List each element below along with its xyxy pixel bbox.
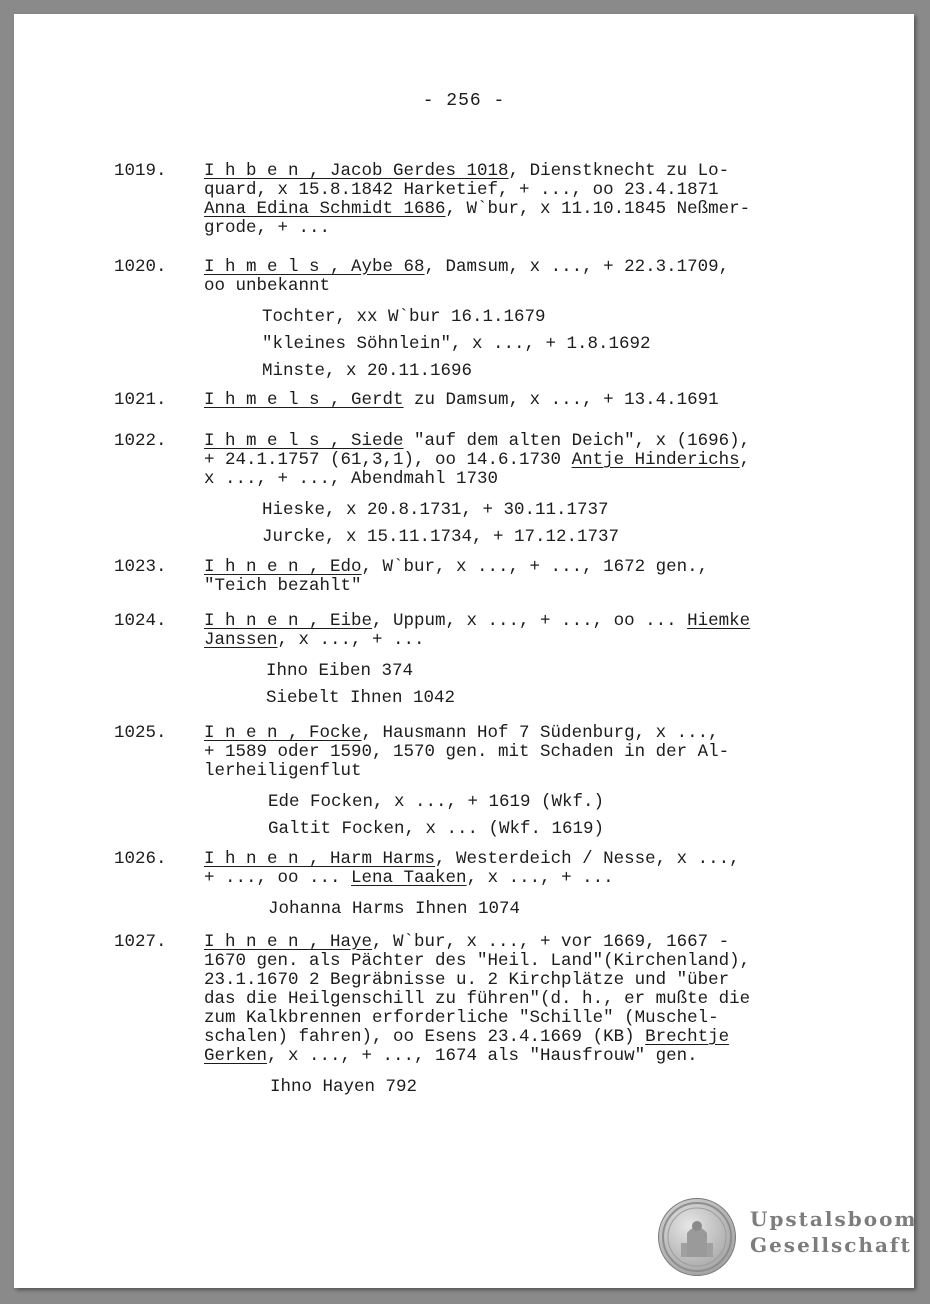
underlined-name: I h m e l s , Siede xyxy=(204,431,404,451)
entry-number: 1020. xyxy=(114,257,167,277)
entry-text: , Dienstknecht zu Lo- xyxy=(508,161,730,181)
entry-text: , x ..., + ..., 1674 als "Hausfrouw" gen. xyxy=(267,1046,698,1066)
entry-number: 1024. xyxy=(114,611,167,631)
entry-text: , W`bur, x 11.10.1845 Neßmer- xyxy=(445,199,751,219)
entry-text: , Westerdeich / Nesse, x ..., xyxy=(435,849,740,869)
entry-line xyxy=(204,990,750,1009)
entry-number: 1021. xyxy=(114,390,167,410)
entry-text: 1670 gen. als Pächter des "Heil. Land"(Kirchenland), xyxy=(204,951,751,971)
child-entry: Galtit Focken, x ... (Wkf. 1619) xyxy=(268,819,605,839)
org-name xyxy=(750,1206,918,1258)
underlined-name: I h n e n , Harm Harms xyxy=(204,849,436,869)
child-entry: Siebelt Ihnen 1042 xyxy=(266,688,456,708)
entry-number: 1023. xyxy=(114,557,167,577)
underlined-name: I h m e l s , Gerdt xyxy=(204,390,404,410)
entry-text: + 1589 oder 1590, 1570 gen. mit Schaden in der Al- xyxy=(204,742,730,762)
seal-icon xyxy=(658,1198,736,1276)
entry-line xyxy=(204,612,750,631)
entry-line xyxy=(204,743,729,762)
entry-text: , W`bur, x ..., + ..., 1672 gen., xyxy=(361,557,709,577)
entry-text: das die Heilgenschill zu führen"(d. h., er mußte die xyxy=(204,989,751,1009)
entry-text: + 24.1.1757 (61,3,1), oo 14.6.1730 xyxy=(204,450,572,470)
entry-text: "Teich bezahlt" xyxy=(204,576,362,596)
underlined-name: I h n e n , Haye xyxy=(204,932,373,952)
entry-text: , xyxy=(739,450,751,470)
child-entry: Ihno Eiben 374 xyxy=(266,661,414,681)
entry-line xyxy=(204,762,362,781)
entry-text: , x ..., + ... xyxy=(466,868,614,888)
document-page xyxy=(14,14,918,1288)
underlined-name: Antje Hinderichs xyxy=(571,450,740,470)
child-entry: Minste, x 20.11.1696 xyxy=(262,361,473,381)
underlined-name: Lena Taaken xyxy=(351,868,467,888)
child-entry: Hieske, x 20.8.1731, + 30.11.1737 xyxy=(262,500,609,520)
entry-text: quard, x 15.8.1842 Harketief, + ..., oo 23.4.1871 xyxy=(204,180,719,200)
org-name-line1: Upstalsboom xyxy=(750,1207,918,1231)
underlined-name: Brechtje xyxy=(645,1027,730,1047)
underlined-name: Anna Edina Schmidt 1686 xyxy=(204,199,446,219)
entry-text: , Damsum, x ..., + 22.3.1709, xyxy=(424,257,730,277)
entry-number: 1022. xyxy=(114,431,167,451)
entry-text: , W`bur, x ..., + vor 1669, 1667 - xyxy=(372,932,730,952)
underlined-name: I h b e n , Jacob Gerdes 1018 xyxy=(204,161,509,181)
underlined-name: I h n e n , Edo xyxy=(204,557,362,577)
entry-line xyxy=(204,869,614,888)
entry-number: 1025. xyxy=(114,723,167,743)
entry-text: + ..., oo ... xyxy=(204,868,352,888)
entry-text: zu Damsum, x ..., + 13.4.1691 xyxy=(403,390,719,410)
entry-line xyxy=(204,724,719,743)
entry-number: 1026. xyxy=(114,849,167,869)
child-entry: Ihno Hayen 792 xyxy=(270,1077,418,1097)
entry-text: lerheiligenflut xyxy=(204,761,362,781)
child-entry: Jurcke, x 15.11.1734, + 17.12.1737 xyxy=(262,527,620,547)
entry-line xyxy=(204,558,708,577)
child-entry: "kleines Söhnlein", x ..., + 1.8.1692 xyxy=(262,334,651,354)
underlined-name: I h m e l s , Aybe 68 xyxy=(204,257,425,277)
entry-line xyxy=(204,258,729,277)
entry-line xyxy=(204,971,729,990)
underlined-name: I n e n , Focke xyxy=(204,723,362,743)
entry-line xyxy=(204,933,729,952)
entry-line xyxy=(204,451,750,470)
entry-line xyxy=(204,631,425,650)
entry-text: 23.1.1670 2 Begräbnisse u. 2 Kirchplätze und "über xyxy=(204,970,730,990)
entry-text: grode, + ... xyxy=(204,218,331,238)
entry-line xyxy=(204,1009,719,1028)
entry-line xyxy=(204,181,719,200)
entry-text: , x ..., + ... xyxy=(277,630,425,650)
entry-line xyxy=(204,850,740,869)
underlined-name: I h n e n , Eibe xyxy=(204,611,373,631)
entry-text: oo unbekannt xyxy=(204,276,331,296)
underlined-name: Hiemke xyxy=(687,611,751,631)
entry-line xyxy=(204,200,750,219)
underlined-name: Gerken xyxy=(204,1046,268,1066)
entry-text: , Uppum, x ..., + ..., oo ... xyxy=(372,611,688,631)
child-entry: Tochter, xx W`bur 16.1.1679 xyxy=(262,307,546,327)
entry-line xyxy=(204,277,330,296)
child-entry: Johanna Harms Ihnen 1074 xyxy=(268,899,521,919)
publisher-logo xyxy=(658,1198,918,1278)
entry-line xyxy=(204,952,750,971)
entry-line xyxy=(204,1047,698,1066)
page-number: - 256 - xyxy=(422,91,506,111)
entry-line xyxy=(204,1028,729,1047)
entry-line xyxy=(204,162,729,181)
entry-text: zum Kalkbrennen erforderliche "Schille" (Muschel- xyxy=(204,1008,719,1028)
entry-line xyxy=(204,432,750,451)
underlined-name: Janssen xyxy=(204,630,278,650)
entry-line xyxy=(204,577,362,596)
entry-text: "auf dem alten Deich", x (1696), xyxy=(403,431,751,451)
org-name-line2: Gesellschaft xyxy=(750,1233,912,1257)
entry-text: , Hausmann Hof 7 Südenburg, x ..., xyxy=(361,723,719,743)
entry-text: x ..., + ..., Abendmahl 1730 xyxy=(204,469,499,489)
child-entry: Ede Focken, x ..., + 1619 (Wkf.) xyxy=(268,792,605,812)
entry-text: schalen) fahren), oo Esens 23.4.1669 (KB) xyxy=(204,1027,646,1047)
entry-line xyxy=(204,219,330,238)
entry-number: 1027. xyxy=(114,932,167,952)
entry-line xyxy=(204,391,719,410)
entry-line xyxy=(204,470,498,489)
entry-number: 1019. xyxy=(114,161,167,181)
